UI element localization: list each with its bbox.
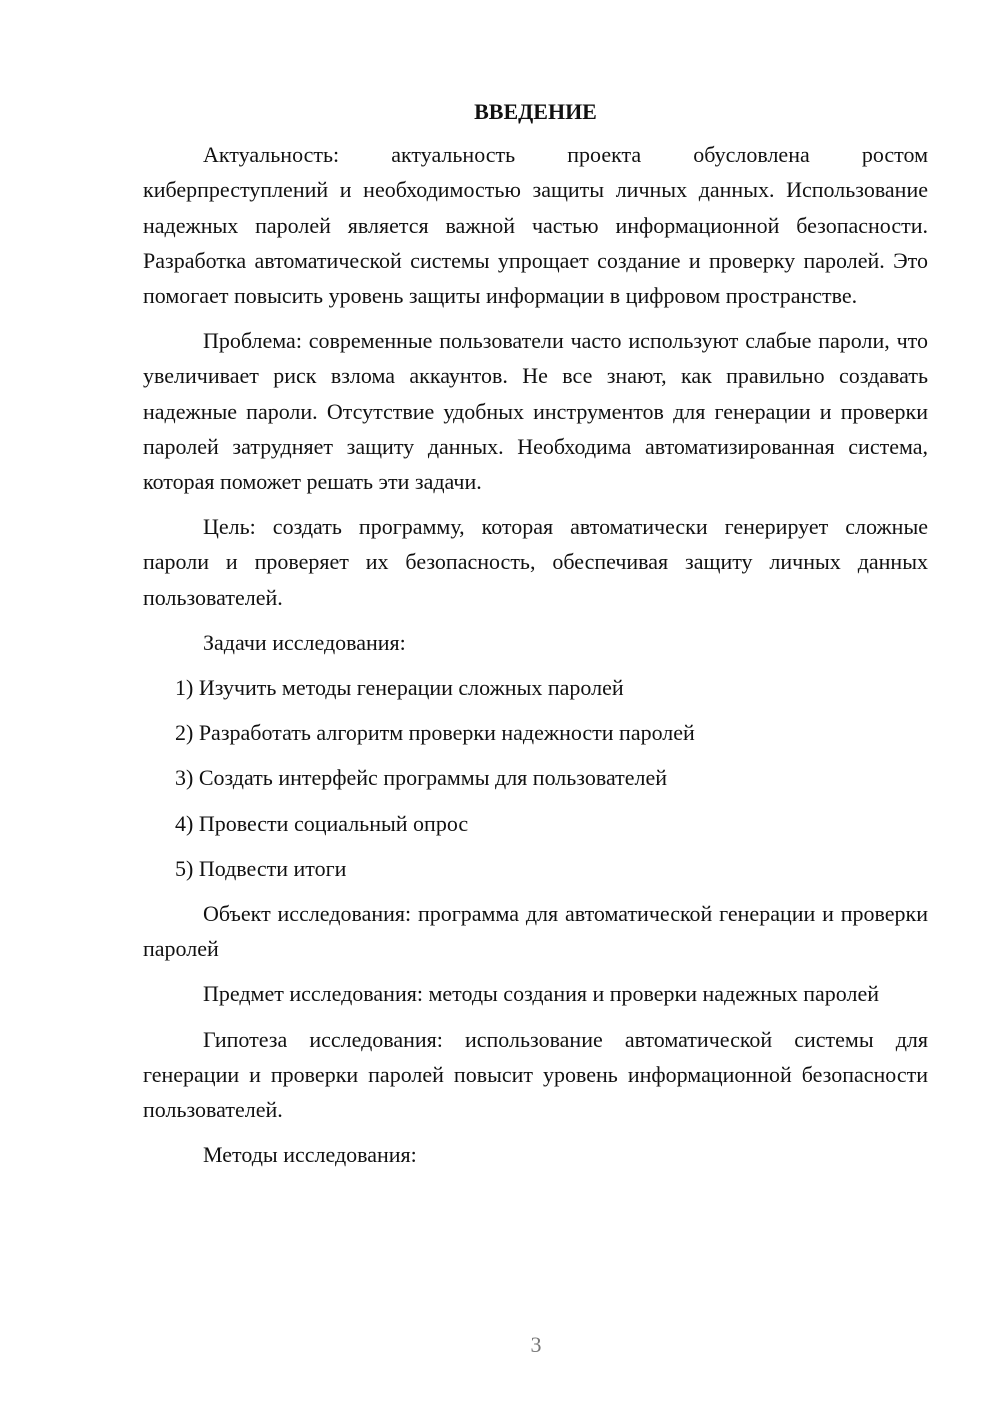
hypothesis-paragraph: Гипотеза исследования: использование автоматической системы для генерации и проверки паролей повысит уровень информационной безопасности пользователей. [143,1026,928,1123]
relevance-paragraph: Актуальность: актуальность проекта обусловлена ростом киберпреступлений и необходимостью защиты личных данных. Использование надежных паролей является важной частью информационной безопасности. Разработка автоматической системы упрощает создание и проверку паролей. Это помогает повысить уровень защиты информации в цифровом пространстве. [143,142,928,309]
task-item-1: 1) Изучить методы генерации сложных паролей [175,675,624,701]
methods-heading: Методы исследования: [203,1142,417,1168]
problem-paragraph: Проблема: современные пользователи часто используют слабые пароли, что увеличивает риск взлома аккаунтов. Не все знают, как правильно создавать надежные пароли. Отсутствие удобных инструментов для генерации и проверки паролей затрудняет защиту данных. Необходима автоматизированная система, которая поможет решать эти задачи. [143,328,928,495]
object-paragraph: Объект исследования: программа для автоматической генерации и проверки паролей [143,901,928,962]
task-item-4: 4) Провести социальный опрос [175,810,469,836]
subject-paragraph: Предмет исследования: методы создания и проверки надежных паролей [203,981,880,1007]
section-title: ВВЕДЕНИЕ [474,99,597,124]
page-number: 3 [530,1332,542,1357]
goal-paragraph: Цель: создать программу, которая автоматически генерирует сложные пароли и проверяет их безопасность, обеспечивая защиту личных данных пользователей. [143,514,928,610]
task-item-2: 2) Разработать алгоритм проверки надежности паролей [175,720,695,746]
page-content [143,94,928,1182]
tasks-heading: Задачи исследования: [203,629,406,655]
task-item-3: 3) Создать интерфейс программы для пользователей [175,765,668,791]
task-item-5: 5) Подвести итоги [175,855,347,881]
